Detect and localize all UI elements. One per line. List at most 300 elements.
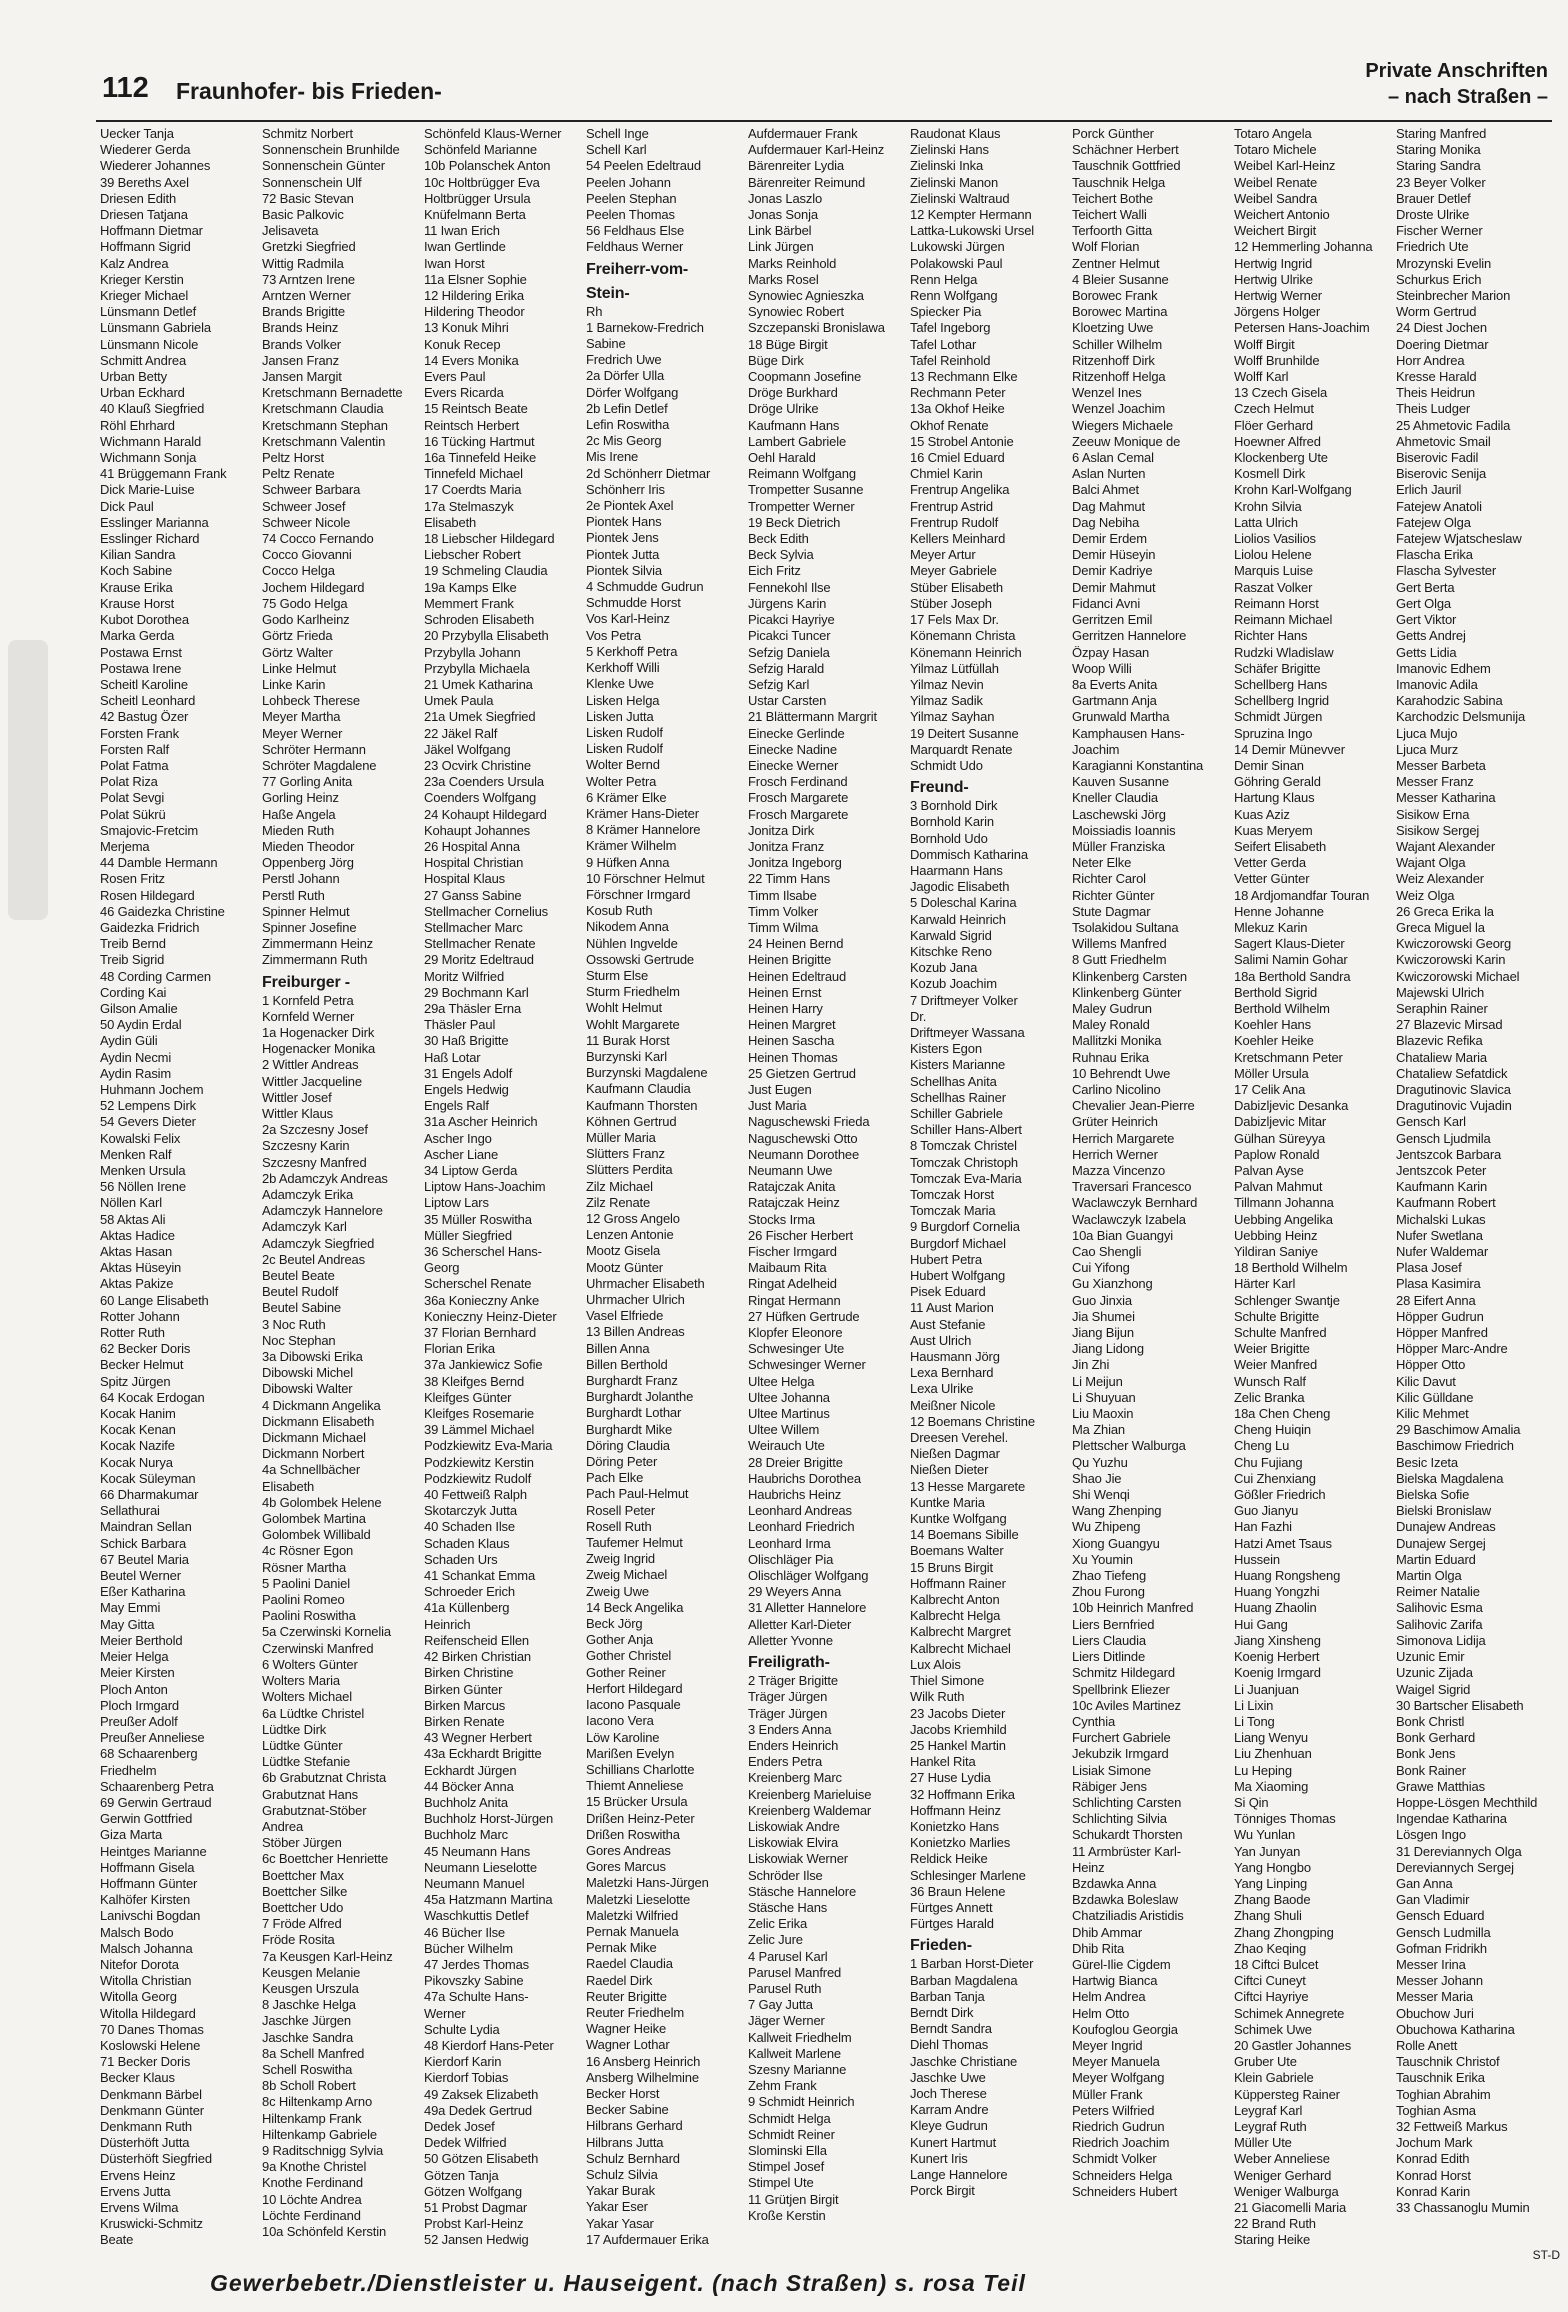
directory-entry: 29 Bochmann Karl [424,984,529,1000]
directory-entry: Einecke Nadine [748,741,837,757]
directory-entry: Enders Heinrich [748,1737,839,1753]
directory-entry: Cheng Lu [1234,1438,1290,1454]
directory-entry: Koslowski Helene [100,2037,201,2053]
directory-entry: Rosell Ruth [586,1518,652,1534]
directory-entry: Kuas Meryem [1234,822,1313,838]
directory-entry: Preußer Anneliese [100,1730,205,1746]
directory-entry: Rolle Anett [1396,2037,1458,2053]
directory-entry: 4c Rösner Egon [262,1543,354,1559]
directory-entry: Martin Olga [1396,1568,1462,1584]
directory-entry: 2c Mis Georg [586,433,662,449]
directory-entry: Hospital Christian [424,855,524,871]
directory-entry: Just Maria [748,1098,807,1114]
directory-entry: Huang Rongsheng [1234,1568,1341,1584]
directory-entry: Kreienberg Waldemar [748,1802,872,1818]
directory-entry: Schönfeld Marianne [424,142,537,158]
directory-entry: Yilmaz Lütfüllah [910,660,999,676]
directory-entry: Messer Johann [1396,1973,1483,1989]
directory-entry: Huang Yongzhi [1234,1584,1320,1600]
directory-entry: Salihovic Zarifa [1396,1616,1483,1632]
directory-entry: Tillmann Johanna [1234,1195,1334,1211]
directory-entry: Schaarenberg Petra [100,1778,214,1794]
directory-entry: Grabutznat Hans [262,1786,359,1802]
directory-entry: Becker Klaus [100,2070,175,2086]
directory-entry: Kunert Hartmut [910,2134,997,2150]
directory-entry: Gartmann Anja [1072,693,1157,709]
directory-entry: Fatejew Anatoli [1396,498,1482,514]
directory-entry: Pernak Manuela [586,1923,679,1939]
directory-entry: Hiltenkamp Frank [262,2110,362,2126]
directory-entry: Beck Edith [748,531,809,547]
directory-entry: Hubert Petra [910,1251,982,1267]
directory-entry: Pisek Eduard [910,1284,986,1300]
directory-entry: Bärenreiter Reimund [748,174,866,190]
directory-entry: Yakar Eser [586,2199,648,2215]
directory-entry: Bzdawka Boleslaw [1072,1892,1178,1908]
directory-entry: Gülhan Süreyya [1234,1130,1326,1146]
directory-entry: 1 Barnekow-Fredrich [586,319,704,335]
directory-entry: Getts Lidia [1396,644,1457,660]
directory-entry: Köhnen Gertrud [586,1113,677,1129]
directory-entry: Picakci Hayriye [748,612,835,628]
directory-entry: Alletter Yvonne [748,1632,833,1648]
directory-entry: Schulte Brigitte [1234,1308,1320,1324]
directory-entry: Uebbing Angelika [1234,1211,1333,1227]
directory-entry: Spruzina Ingo [1234,725,1313,741]
directory-entry: Nießen Dieter [910,1462,989,1478]
directory-entry: Räbiger Jens [1072,1778,1147,1794]
directory-entry: Heinen Edeltraud [748,968,847,984]
directory-entry: Lisken Helga [586,692,660,708]
directory-entry: Grunwald Martha [1072,709,1170,725]
directory-entry: Golombek Martina [262,1511,366,1527]
directory-entry: Stäsche Hannelore [748,1883,857,1899]
directory-entry: Heinen Harry [748,1000,823,1016]
directory-entry: 35 Müller Roswitha [424,1211,532,1227]
directory-entry: Weirauch Ute [748,1438,825,1454]
directory-entry: Piontek Jutta [586,546,660,562]
directory-entry: Bonk Rainer [1396,1762,1466,1778]
directory-entry: Feldhaus Werner [586,239,684,255]
directory-entry: Cynthia [1072,1713,1116,1729]
directory-entry: 13 Konuk Mihri [424,320,509,336]
directory-entry: Kornfeld Werner [262,1008,355,1024]
directory-entry: Rh [586,303,603,319]
directory-entry: Kohaupt Johannes [424,822,531,838]
directory-entry: Doering Dietmar [1396,336,1489,352]
directory-entry: Raedel Dirk [586,1972,653,1988]
directory-entry: 28 Dreier Brigitte [748,1454,843,1470]
directory-entry: Kroße Kerstin [748,2207,826,2223]
directory-entry: 2c Beutel Andreas [262,1251,365,1267]
directory-entry: 51 Probst Dagmar [424,2200,528,2215]
directory-entry: May Gitta [100,1616,155,1632]
directory-entry: 5 Paolini Daniel [262,1575,350,1591]
directory-entry: Bonk Gerhard [1396,1730,1476,1746]
directory-entry: Höpper Otto [1396,1357,1466,1373]
directory-entry: Szczesny Karin [262,1138,350,1154]
directory-entry: 73 Arntzen Irene [262,271,355,287]
directory-entry: Schellhas Rainer [910,1089,1006,1105]
directory-entry: Ringat Hermann [748,1292,841,1308]
directory-entry: Zielinski Manon [910,174,999,190]
directory-entry: 22 Jäkel Ralf [424,725,498,741]
directory-entry: Sonnenschein Brunhilde [262,142,400,158]
directory-entry: Wu Zhipeng [1072,1519,1141,1535]
directory-entry: Ma Zhian [1072,1422,1125,1438]
directory-entry: Theis Ludger [1396,401,1471,417]
directory-entry: Lisken Jutta [586,708,654,724]
directory-entry: 49 Zaksek Elizabeth [424,2086,539,2102]
directory-entry: Ploch Irmgard [100,1697,179,1713]
directory-entry: Kocak Nazife [100,1438,175,1454]
directory-entry: 12 Gross Angelo [586,1211,680,1226]
directory-entry: Li Shuyuan [1072,1389,1136,1405]
directory-entry: 30 Bartscher Elisabeth [1396,1697,1524,1713]
directory-entry: Sefzig Karl [748,676,810,692]
directory-entry: 16 Tücking Hartmut [424,433,535,449]
directory-entry: Ustar Carsten [748,693,827,709]
directory-entry: 18 Büge Birgit [748,336,828,352]
directory-entry: Wiegers Michaele [1072,417,1173,433]
directory-entry: Özpay Hasan [1072,644,1150,660]
directory-entry: May Emmi [100,1600,161,1616]
directory-entry: Link Jürgen [748,239,814,255]
directory-entry: Sabine [586,336,626,352]
directory-entry: Träger Jürgen [748,1689,828,1705]
directory-column-5 [748,126,910,2254]
directory-entry: Hartwig Bianca [1072,1973,1158,1989]
directory-entry: 26 Fischer Herbert [748,1227,853,1243]
directory-entry: 33 Chassanoglu Mumin [1396,2200,1530,2215]
directory-entry: Georg [424,1260,460,1276]
directory-entry: Spellbrink Eliezer [1072,1681,1170,1697]
directory-entry: Bielska Sofie [1396,1487,1470,1503]
directory-entry: Weniger Gerhard [1234,2167,1332,2183]
directory-entry: Kaufmann Hans [748,417,840,433]
directory-entry: Peelen Stephan [586,190,677,206]
directory-entry: Meyer Gabriele [910,563,997,579]
directory-entry: Vos Petra [586,627,642,643]
directory-entry: Lisken Rudolf [586,724,663,740]
directory-entry: Kowalski Felix [100,1130,181,1146]
directory-entry: Coopmann Josefine [748,369,862,385]
directory-entry: Kuntke Maria [910,1494,985,1510]
directory-entry: Hausmann Jörg [910,1349,1000,1365]
directory-entry: Mootz Günter [586,1259,663,1275]
directory-entry: Moissiadis Ioannis [1072,822,1176,838]
directory-entry: 43a Eckhardt Brigitte [424,1746,542,1762]
directory-entry: Stäsche Hans [748,1899,828,1915]
directory-entry: Düsterhöft Siegfried [100,2151,212,2167]
directory-entry: Renn Wolfgang [910,288,998,304]
directory-entry: Stimpel Ute [748,2175,814,2191]
directory-entry: Nitefor Dorota [100,1956,179,1972]
directory-entry: 10 Löchte Andrea [262,2191,362,2207]
directory-entry: 29a Thäsler Erna [424,1000,522,1016]
directory-entry: Alletter Karl-Dieter [748,1616,852,1632]
directory-entry: 3 Bornhold Dirk [910,798,998,814]
directory-entry: Beck Jörg [586,1616,643,1632]
directory-entry: 5 Kerkhoff Petra [586,643,678,659]
directory-entry: Postawa Irene [100,660,182,676]
directory-entry: Liskowiak Werner [748,1851,848,1867]
directory-entry: Frosch Margarete [748,790,849,806]
directory-entry: Engels Ralf [424,1098,489,1114]
directory-entry: 17a Stelmaszyk [424,498,514,514]
directory-entry: Wajant Alexander [1396,838,1496,854]
directory-entry: Liang Wenyu [1234,1730,1308,1746]
directory-entry: Koenig Irmgard [1234,1665,1321,1681]
directory-entry: Schmudde Horst [586,595,681,611]
directory-entry: Latta Ulrich [1234,514,1298,530]
directory-entry: Marka Gerda [100,628,175,644]
directory-entry: Burzynski Magdalene [586,1065,708,1081]
directory-entry: Hoffmann Dietmar [100,223,203,239]
directory-entry: Krohn Silvia [1234,498,1302,514]
directory-entry: Möller Ursula [1234,1065,1309,1081]
directory-entry: Flöer Gerhard [1234,417,1313,433]
directory-entry: Gu Xianzhong [1072,1276,1153,1292]
directory-entry: Martin Eduard [1396,1551,1476,1567]
directory-entry: Küppersteg Rainer [1234,2086,1340,2102]
directory-entry: Kalbrecht Michael [910,1640,1011,1656]
directory-entry: Joachim [1072,741,1120,757]
directory-entry: Götzen Tanja [424,2167,499,2183]
directory-entry: Schweer Nicole [262,514,351,530]
directory-entry: Peters Wilfried [1072,2102,1155,2118]
directory-entry: Keusgen Melanie [262,1964,361,1980]
directory-entry: 6b Grabutznat Christa [262,1770,387,1786]
directory-entry: Ultee Willem [748,1422,820,1438]
directory-entry: 8 Jaschke Helga [262,1997,356,2013]
directory-entry: Reintsch Herbert [424,417,520,433]
directory-entry: 31 Engels Adolf [424,1065,513,1081]
directory-entry: 70 Danes Thomas [100,2021,204,2037]
directory-entry: Renn Helga [910,271,978,287]
directory-entry: Wunsch Ralf [1234,1373,1306,1389]
directory-entry: Peelen Thomas [586,207,675,223]
directory-entry: Plettscher Walburga [1072,1438,1186,1454]
directory-entry: Urban Betty [100,369,167,385]
directory-entry: Träger Jürgen [748,1705,828,1721]
directory-entry: Ultee Johanna [748,1389,830,1405]
directory-entry: Florian Erika [424,1341,496,1357]
directory-entry: Kreienberg Marc [748,1770,842,1786]
directory-entry: Gores Andreas [586,1842,671,1858]
directory-entry: Moritz Wilfried [424,968,505,984]
directory-entry: 4b Golombek Helene [262,1494,382,1510]
directory-entry: 18 Berthold Wilhelm [1234,1260,1348,1276]
directory-entry: Ritzenhoff Dirk [1072,352,1155,368]
directory-entry: Huhmann Jochem [100,1081,204,1097]
directory-entry: Stöber Jürgen [262,1835,342,1851]
directory-entry: Hubert Wolfgang [910,1268,1006,1284]
directory-entry: Weber Anneliese [1234,2151,1330,2167]
directory-entry: Meyer Ingrid [1072,2037,1143,2053]
directory-entry: Schulz Bernhard [586,2150,680,2166]
directory-entry: Liers Bernfried [1072,1616,1155,1632]
directory-entry: Dickmann Michael [262,1430,366,1446]
directory-entry: 11a Elsner Sophie [424,271,527,287]
directory-entry: Jiang Xinsheng [1234,1632,1321,1648]
directory-entry: Plasa Kasimira [1396,1276,1481,1292]
directory-entry: Liers Claudia [1072,1632,1146,1648]
directory-entry: 40 Klauß Siegfried [100,401,205,417]
directory-entry: Jaschke Christiane [910,2053,1018,2069]
directory-entry: Uhrmacher Elisabeth [586,1275,705,1291]
directory-entry: 29 Baschimow Amalia [1396,1422,1521,1438]
directory-entry: Kalhöfer Kirsten [100,1892,191,1908]
directory-entry: Reimer Natalie [1396,1584,1480,1600]
directory-entry: Heinen Sascha [748,1033,835,1049]
directory-entry: Hoffmann Heinz [910,1802,1001,1818]
directory-entry: Schimek Annegrete [1234,2005,1345,2021]
directory-entry: Weiz Olga [1396,887,1455,903]
directory-entry: Klenke Uwe [586,676,654,692]
directory-entry: 27 Huse Lydia [910,1770,991,1786]
directory-entry: Kilic Gülldane [1396,1389,1474,1405]
directory-entry: Sefzig Daniela [748,644,830,660]
directory-entry: Laschewski Jörg [1072,806,1166,822]
directory-entry: Yilmaz Sayhan [910,709,995,725]
directory-entry: 9 Schmidt Heinrich [748,2094,855,2110]
directory-entry: Müller Maria [586,1129,656,1145]
directory-entry: Naguschewski Otto [748,1130,858,1146]
directory-entry: 47 Jerdes Thomas [424,1956,530,1972]
directory-entry: Haße Angela [262,806,336,822]
directory-entry: Hogenacker Monika [262,1041,376,1057]
directory-entry: Gan Anna [1396,1875,1453,1891]
directory-entry: 37 Florian Bernhard [424,1325,537,1341]
directory-entry: 21 Umek Katharina [424,676,533,692]
directory-entry: Dörfer Wolfgang [586,384,679,400]
directory-entry: Pikovszky Sabine [424,1973,524,1989]
directory-entry: Gretzki Siegfried [262,239,356,255]
directory-entry: 3 Enders Anna [748,1721,832,1737]
directory-entry: 18 Ciftci Bulcet [1234,1956,1319,1972]
directory-entry: 25 Ahmetovic Fadila [1396,417,1511,433]
directory-entry: Schillians Charlotte [586,1761,695,1777]
directory-entry: Gilson Amalie [100,1000,178,1016]
directory-entry: Dedek Wilfried [424,2135,507,2151]
directory-entry: Haß Lotar [424,1049,481,1065]
directory-entry: Oehl Harald [748,450,816,466]
directory-entry: Döring Peter [586,1454,658,1470]
directory-entry: Ljuca Murz [1396,741,1459,757]
directory-entry: Gerwin Gottfried [100,1811,193,1827]
directory-entry: 14 Boemans Sibille [910,1527,1019,1543]
directory-entry: Uzunic Zijada [1396,1665,1473,1681]
directory-entry: Malsch Bodo [100,1924,174,1940]
directory-entry: Maley Ronald [1072,1017,1150,1033]
directory-entry: Giza Marta [100,1827,163,1843]
directory-entry: Schlenger Swantje [1234,1292,1340,1308]
directory-entry: Kleifges Günter [424,1389,512,1405]
directory-entry: Nöllen Karl [100,1195,162,1211]
directory-entry: Ansberg Wilhelmine [586,2069,699,2085]
directory-entry: Lohbeck Therese [262,693,360,709]
directory-entry: Berthold Sigrid [1234,984,1318,1000]
directory-entry: Ruhnau Erika [1072,1049,1149,1065]
directory-entry: 10a Bian Guangyi [1072,1227,1173,1243]
directory-entry: 26 Greca Erika la [1396,903,1494,919]
directory-entry: Sisikow Erna [1396,806,1470,822]
directory-entry: 49a Dedek Gertrud [424,2102,533,2118]
directory-entry: 10 Behrendt Uwe [1072,1065,1171,1081]
directory-entry: Wiederer Gerda [100,142,191,158]
directory-entry: 12 Kempter Hermann [910,207,1032,223]
directory-entry: Schellberg Hans [1234,676,1328,692]
directory-entry: Kalbrecht Helga [910,1608,1001,1624]
directory-entry: 5a Czerwinski Kornelia [262,1624,391,1640]
directory-entry: Schroeder Erich [424,1584,515,1600]
directory-entry: 23 Jacobs Dieter [910,1705,1006,1721]
directory-entry: Helm Otto [1072,2005,1130,2021]
directory-entry: Hoffmann Günter [100,1875,198,1891]
directory-entry: Zimmermann Heinz [262,936,374,952]
street-heading: Frieden- [910,1937,972,1955]
directory-entry: Wittig Radmila [262,255,344,271]
directory-entry: Synowiec Robert [748,304,845,320]
directory-entry: Horr Andrea [1396,352,1465,368]
directory-entry: Naguschewski Frieda [748,1114,870,1130]
directory-entry: Birken Marcus [424,1697,506,1713]
directory-entry: Wilk Ruth [910,1689,965,1705]
directory-entry: Wolff Karl [1234,369,1289,385]
directory-entry: 17 Fels Max Dr. [910,612,999,628]
directory-entry: Haubrichs Heinz [748,1487,842,1503]
directory-entry: Büge Dirk [748,352,804,368]
directory-entry: Meier Berthold [100,1632,183,1648]
directory-entry: 29 Weyers Anna [748,1584,842,1600]
directory-entry: 13 Hesse Margarete [910,1478,1026,1494]
directory-entry: Lexa Bernhard [910,1365,994,1381]
page-number: 112 [102,72,149,104]
directory-column-1 [100,126,262,2254]
directory-entry: Szczepanski Bronislawa [748,320,885,336]
directory-entry: 3a Dibowski Erika [262,1349,363,1365]
directory-entry: Müller Siegfried [424,1227,512,1243]
directory-entry: Schukardt Thorsten [1072,1827,1183,1843]
directory-entry: 13 Billen Andreas [586,1324,685,1340]
directory-entry: 10c Holtbrügger Eva [424,174,540,190]
directory-entry: Aydin Rasim [100,1065,172,1081]
directory-entry: 36 Braun Helene [910,1883,1006,1899]
directory-entry: Witolla Hildegard [100,2005,196,2021]
directory-entry: Jansen Margit [262,369,342,385]
street-heading: Freiligrath- [748,1654,830,1672]
directory-entry: 2a Szczesny Josef [262,1122,368,1138]
directory-entry: Messer Irina [1396,1956,1466,1972]
directory-entry: Karahodzic Sabina [1396,693,1503,709]
directory-entry: Wiederer Johannes [100,158,211,174]
directory-entry: Konrad Horst [1396,2167,1471,2183]
directory-entry: Ma Xiaoming [1234,1778,1309,1794]
directory-entry: Stellmacher Renate [424,936,536,952]
directory-entry: Burghardt Jolanthe [586,1389,694,1405]
directory-entry: Kerkhoff Willi [586,660,660,676]
directory-entry: Könemann Heinrich [910,644,1022,660]
directory-entry: Klein Gabriele [1234,2070,1314,2086]
directory-entry: Tauschnik Christof [1396,2054,1500,2070]
directory-entry: Marquis Luise [1234,563,1313,579]
directory-entry: 13 Czech Gisela [1234,385,1328,401]
directory-entry: Drißen Roswitha [586,1826,680,1842]
directory-entry: Waclawczyk Bernhard [1072,1195,1198,1211]
directory-entry: Hospital Klaus [424,871,505,887]
directory-entry: Dröge Ulrike [748,401,819,417]
